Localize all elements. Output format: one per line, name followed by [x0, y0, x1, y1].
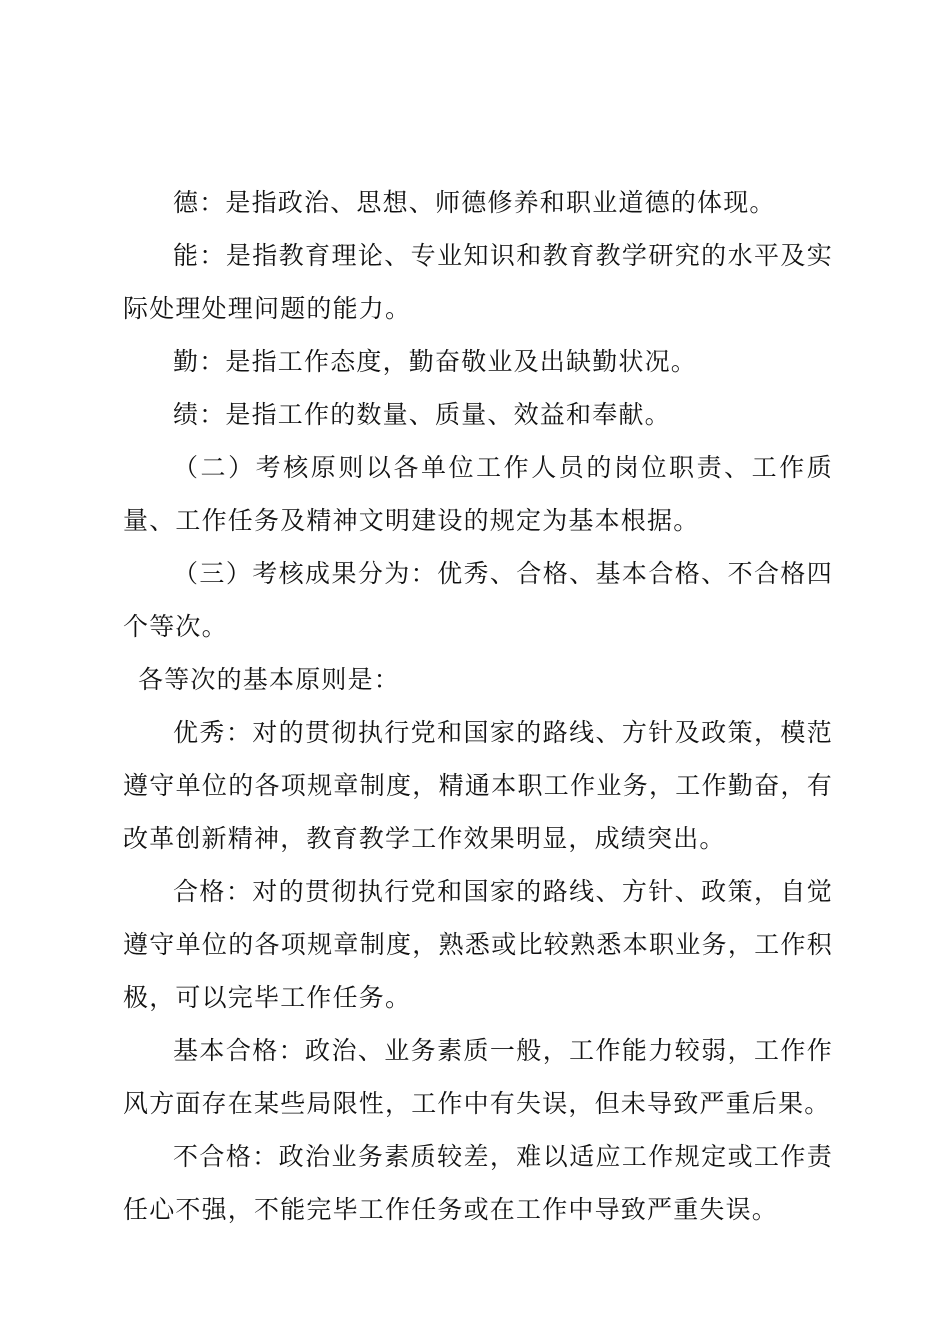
- paragraph-basically-qualified: 基本合格：政治、业务素质一般，工作能力较弱，工作作风方面存在某些局限性，工作中有失误，但未导致严重后果。: [123, 1036, 833, 1118]
- paragraph-neng: 能：是指教育理论、专业知识和教育教学研究的水平及实际处理处理问题的能力。: [123, 241, 833, 323]
- paragraph-grade-principles-heading: 各等次的基本原则是：: [138, 665, 401, 694]
- paragraph-qualified: 合格：对的贯彻执行党和国家的路线、方针、政策，自觉遵守单位的各项规章制度，熟悉或比较熟悉本职业务，工作积极，可以完毕工作任务。: [123, 877, 833, 1012]
- paragraph-unqualified: 不合格：政治业务素质较差，难以适应工作规定或工作责任心不强，不能完毕工作任务或在工作中导致严重失误。: [123, 1142, 833, 1224]
- paragraph-assessment-grades: （三）考核成果分为：优秀、合格、基本合格、不合格四个等次。: [123, 559, 833, 641]
- paragraph-assessment-principle: （二）考核原则以各单位工作人员的岗位职责、工作质量、工作任务及精神文明建设的规定为基本根据。: [123, 453, 833, 535]
- document-body: [123, 176, 833, 1236]
- paragraph-ji: 绩：是指工作的数量、质量、效益和奉献。: [173, 400, 671, 429]
- paragraph-qin: 勤：是指工作态度，勤奋敬业及出缺勤状况。: [173, 347, 698, 376]
- paragraph-de: 德：是指政治、思想、师德修养和职业道德的体现。: [173, 188, 776, 217]
- paragraph-excellent: 优秀：对的贯彻执行党和国家的路线、方针及政策，模范遵守单位的各项规章制度，精通本职工作业务，工作勤奋，有改革创新精神，教育教学工作效果明显，成绩突出。: [123, 718, 833, 853]
